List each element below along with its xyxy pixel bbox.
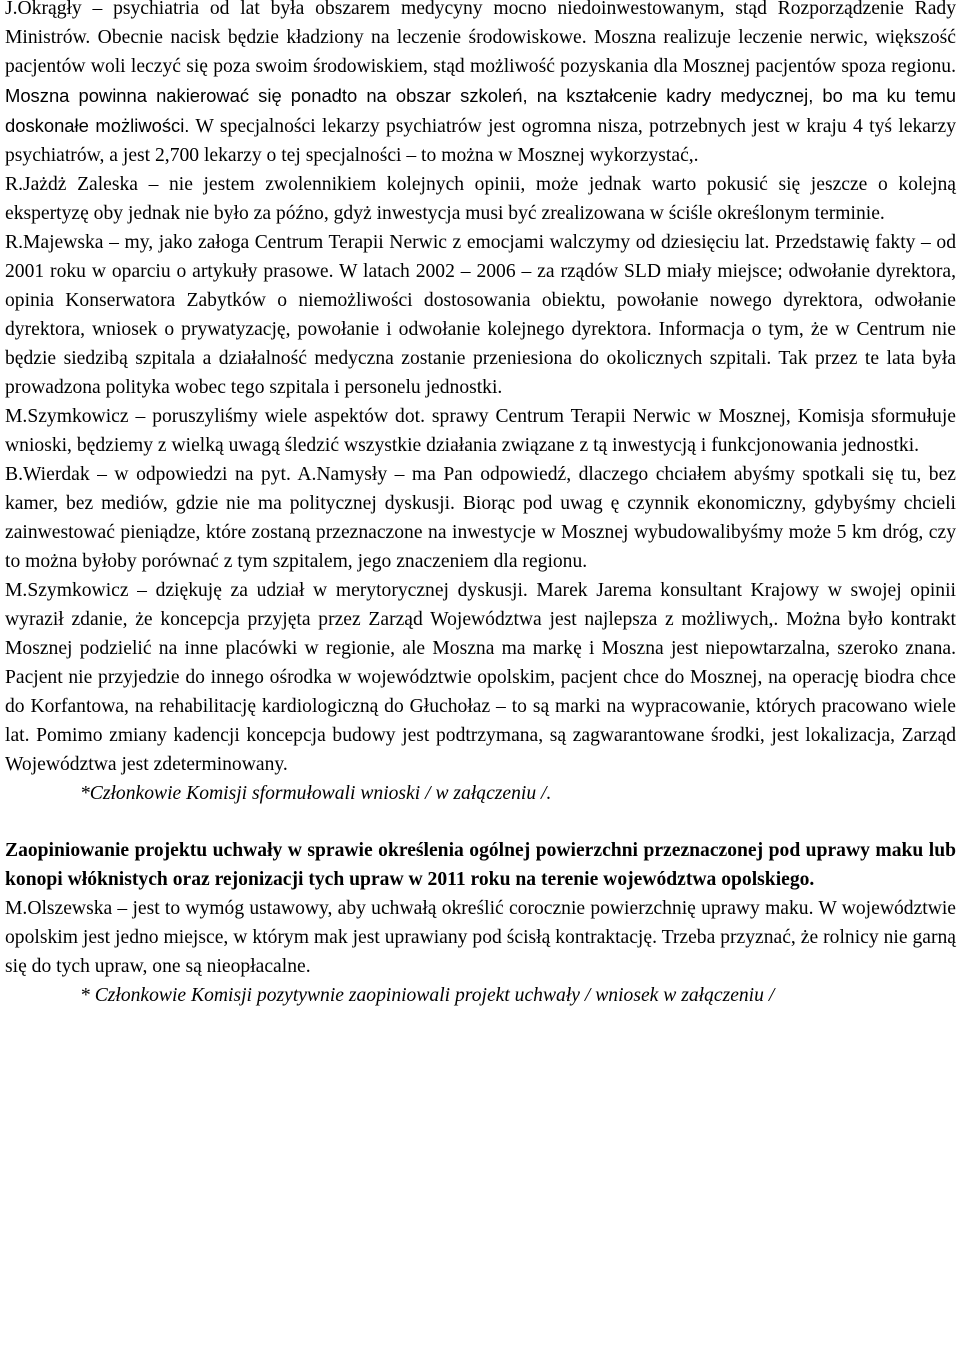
text-okragly: J.Okrągły – psychiatria od lat była obszarem medycyny mocno niedoinwestowanym, stąd Rozporządzenie Rady Ministrów. Obecnie nacisk będzie kładziony na leczenie środowiskowe. Moszna realizuje leczenie nerwic, większość pacjentów woli leczyć się poza swoim środowiskiem, stąd możliwość pozyskania dla Mosznej pacjentów spoza regionu. (5, 0, 956, 77)
paragraph-szymkowicz-2: M.Szymkowicz – dziękuję za udział w merytorycznej dyskusji. Marek Jarema konsultant Krajowy w swojej opinii wyraził zdanie, że koncepcja przyjęta przez Zarząd Województwa jest najlepsza z możliwych,. Można było kontrakt Mosznej podzielić na inne placówki w regionie, ale Moszna ma markę i Moszna jest niepowtarzalna, szeroko znana. Pacjent nie przyjedzie do innego ośrodka w województwie opolskim, pacjent chce do Mosznej, na operację biodra chce do Korfantowa, na rehabilitację kardiologiczną do Głuchołaz – to są marki na wypracowanie, których pracowano wiele lat. Pomimo zmiany kadencji koncepcja budowy jest podtrzymana, są zagwarantowane środki, jest lokalizacja, Zarząd Województwa jest zdeterminowany. (5, 580, 956, 775)
paragraph-olszewska: M.Olszewska – jest to wymóg ustawowy, aby uchwałą określić corocznie powierzchnię uprawy maku. W województwie opolskim jest jedno miejsce, w którym mak jest uprawiany pod ścisłą kontraktację. Trzeba przyznać, że rolnicy nie garną się do tych upraw, one są nieopłacalne. (5, 898, 956, 977)
note-wnioski: *Członkowie Komisji sformułowali wnioski / w załączeniu /. (80, 783, 552, 804)
note-opinia: * Członkowie Komisji pozytywnie zaopiniowali projekt uchwały / wniosek w załączeniu / (80, 985, 775, 1006)
paragraph-zaleska: R.Jażdż Zaleska – nie jestem zwolennikiem kolejnych opinii, może jednak warto pokusić się jeszcze o kolejną ekspertyzę oby jednak nie było za późno, gdyż inwestycja musi być zrealizowana w ściśle określonym terminie. (5, 174, 956, 224)
paragraph-szymkowicz-1: M.Szymkowicz – poruszyliśmy wiele aspektów dot. sprawy Centrum Terapii Nerwic w Mosznej, Komisja sformułuje wnioski, będziemy z wielką uwagą śledzić wszystkie działania związane z tą inwestycją i funkcjonowania jednostki. (5, 406, 956, 456)
paragraph-wierdak: B.Wierdak – w odpowiedzi na pyt. A.Namysły – ma Pan odpowiedź, dlaczego chciałem abyśmy spotkali się tu, bez kamer, bez mediów, gdzie nie ma politycznej dyskusji. Biorąc pod uwag ę czynnik ekonomiczny, gdybyśmy chcieli zainwestować pieniądze, które zostaną przeznaczone na inwestycje w Mosznej wybudowalibyśmy może 5 km dróg, czy to można byłoby porównać z tym szpitalem, jego znaczeniem dla regionu. (5, 464, 956, 572)
paragraph-okragly (5, 0, 956, 170)
text-specjalnosci: W specjalności lekarzy psychiatrów jest ogromna nisza, potrzebnych jest w kraju 4 tyś lekarzy psychiatrów, a jest 2,700 lekarzy o tej specjalności – to można w Mosznej wykorzystać,. (5, 116, 957, 166)
spacer (5, 808, 956, 836)
text-moszna-szkolenia: Moszna powinna nakierować się ponadto na obszar szkoleń, na kształcenie kadry medycznej, bo ma ku temu doskonałe możliwości. (5, 85, 956, 136)
section-heading-uprawy-maku: Zaopiniowanie projektu uchwały w sprawie określenia ogólnej powierzchni przeznaczonej pod uprawy maku lub konopi włóknistych oraz rejonizacji tych upraw w 2011 roku na terenie województwa opolskiego. (5, 840, 956, 890)
paragraph-majewska: R.Majewska – my, jako załoga Centrum Terapii Nerwic z emocjami walczymy od dziesięciu lat. Przedstawię fakty – od 2001 roku w oparciu o artykuły prasowe. W latach 2002 – 2006 – za rządów SLD miały miejsce; odwołanie dyrektora, opinia Konserwatora Zabytków o niemożliwości dostosowania obiektu, powołanie nowego dyrektora, odwołanie dyrektora, wniosek o prywatyzację, powołanie i odwołanie kolejnego dyrektora. Informacja o tym, że w Centrum nie będzie siedzibą szpitala a działalność medyczna zostanie przeniesiona do okolicznych szpitali. Tak przez te lata była prowadzona polityka wobec tego szpitala i personelu jednostki. (5, 232, 956, 398)
